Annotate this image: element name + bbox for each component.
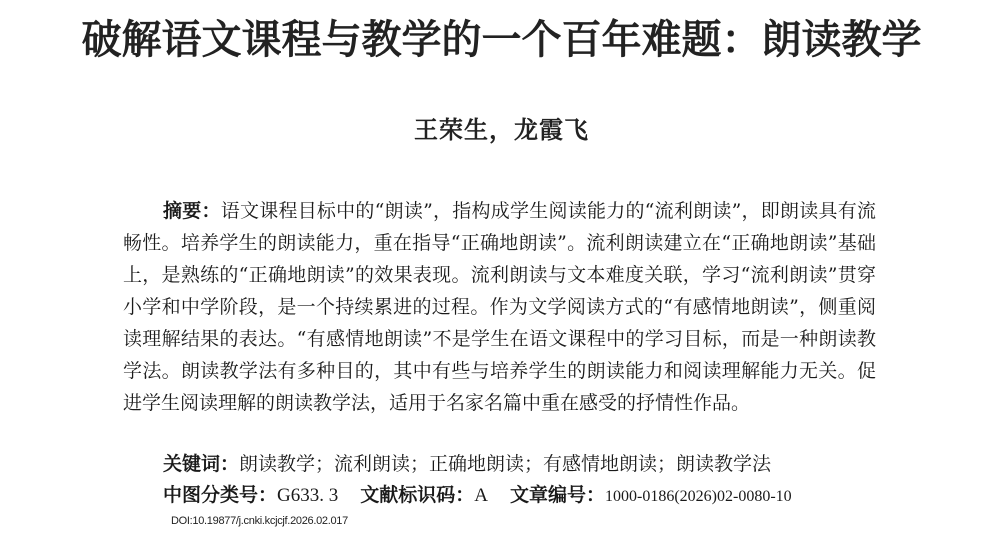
doc-code-label: 文献标识码： [360,484,475,506]
classification-line [163,479,792,513]
doc-code-value: A [474,485,488,506]
abstract-label: 摘要： [163,200,221,222]
article-no-label: 文章编号： [510,484,606,506]
article-no-value: 1000-0186(2026)02-0080-10 [605,488,792,505]
clc-label: 中图分类号： [163,484,278,506]
keywords-line [163,448,771,480]
abstract-text: 语文课程目标中的“朗读”，指构成学生阅读能力的“流利朗读”，即朗读具有流畅性。培养学生的朗读能力，重在指导“正确地朗读”。流利朗读建立在“正确地朗读”基础上，是熟练的“正确地朗读”的效果表现。流利朗读与文本难度关联，学习“流利朗读”贯穿小学和中学阶段，是一个持续累进的过程。作为文学阅读方式的“有感情地朗读”，侧重阅读理解结果的表达。“有感情地朗读”不是学生在语文课程中的学习目标，而是一种朗读教学法。朗读教学法有多种目的，其中有些与培养学生的朗读能力和阅读理解能力无关。促进学生阅读理解的朗读教学法，适用于名家名篇中重在感受的抒情性作品。 [123,200,876,414]
keywords-text: 朗读教学；流利朗读；正确地朗读；有感情地朗读；朗读教学法 [239,453,772,475]
paper-authors: 王荣生，龙霞飞 [414,115,589,144]
clc-value: G633. 3 [277,485,339,506]
paper-title: 破解语文课程与教学的一个百年难题：朗读教学 [81,17,922,63]
keywords-label: 关键词： [163,453,240,475]
abstract-paragraph [123,195,876,419]
doi-line: DOI:10.19877/j.cnki.kcjcjf.2026.02.017 [171,515,348,527]
